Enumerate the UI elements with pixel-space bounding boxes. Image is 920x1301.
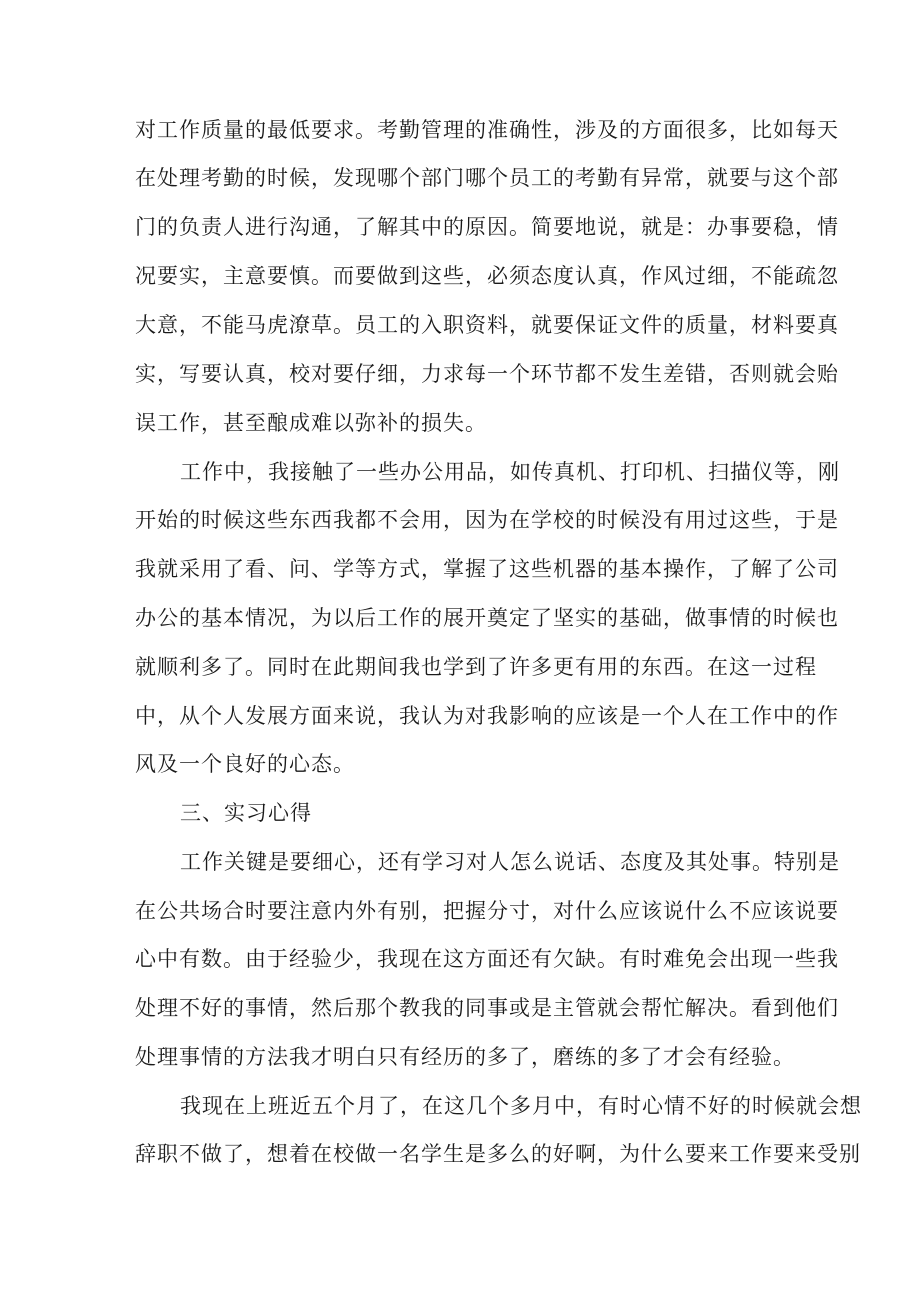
text-line: 心中有数。由于经验少，我现在这方面还有欠缺。有时难免会出现一些我 xyxy=(135,947,839,971)
text-line: 在处理考勤的时候，发现哪个部门哪个员工的考勤有异常，就要与这个部 xyxy=(135,166,839,190)
paragraph-first-line: 我现在上班近五个月了，在这几个多月中，有时心情不好的时候就会想 xyxy=(180,1094,862,1118)
text-line: 风及一个良好的心态。 xyxy=(135,752,355,776)
text-line: 我就采用了看、问、学等方式，掌握了这些机器的基本操作，了解了公司 xyxy=(135,557,839,581)
text-line: 开始的时候这些东西我都不会用，因为在学校的时候没有用过这些，于是 xyxy=(135,508,839,532)
paragraph-first-line: 工作关键是要细心，还有学习对人怎么说话、态度及其处事。特别是 xyxy=(180,850,840,874)
text-line: 况要实，主意要慎。而要做到这些，必须态度认真，作风过细，不能疏忽 xyxy=(135,264,839,288)
text-line: 处理事情的方法我才明白只有经历的多了，磨练的多了才会有经验。 xyxy=(135,1045,795,1069)
text-line: 大意，不能马虎潦草。员工的入职资料，就要保证文件的质量，材料要真 xyxy=(135,313,839,337)
text-line: 就顺利多了。同时在此期间我也学到了许多更有用的东西。在这一过程 xyxy=(135,655,817,679)
text-line: 办公的基本情况，为以后工作的展开奠定了坚实的基础，做事情的时候也 xyxy=(135,606,839,630)
paragraph-first-line: 工作中，我接触了一些办公用品，如传真机、打印机、扫描仪等，刚 xyxy=(180,460,840,484)
section-heading: 三、实习心得 xyxy=(180,801,312,825)
text-line: 处理不好的事情，然后那个教我的同事或是主管就会帮忙解决。看到他们 xyxy=(135,996,839,1020)
text-line: 对工作质量的最低要求。考勤管理的准确性，涉及的方面很多，比如每天 xyxy=(135,118,839,142)
text-line: 误工作，甚至酿成难以弥补的损失。 xyxy=(135,411,487,435)
text-line: 实，写要认真，校对要仔细，力求每一个环节都不发生差错，否则就会贻 xyxy=(135,362,839,386)
text-line: 辞职不做了，想着在校做一名学生是多么的好啊，为什么要来工作要来受别 xyxy=(135,1142,861,1166)
text-line: 中，从个人发展方面来说，我认为对我影响的应该是一个人在工作中的作 xyxy=(135,704,839,728)
text-line: 在公共场合时要注意内外有别，把握分寸，对什么应该说什么不应该说要 xyxy=(135,899,839,923)
text-line: 门的负责人进行沟通，了解其中的原因。简要地说，就是：办事要稳，情 xyxy=(135,215,839,239)
